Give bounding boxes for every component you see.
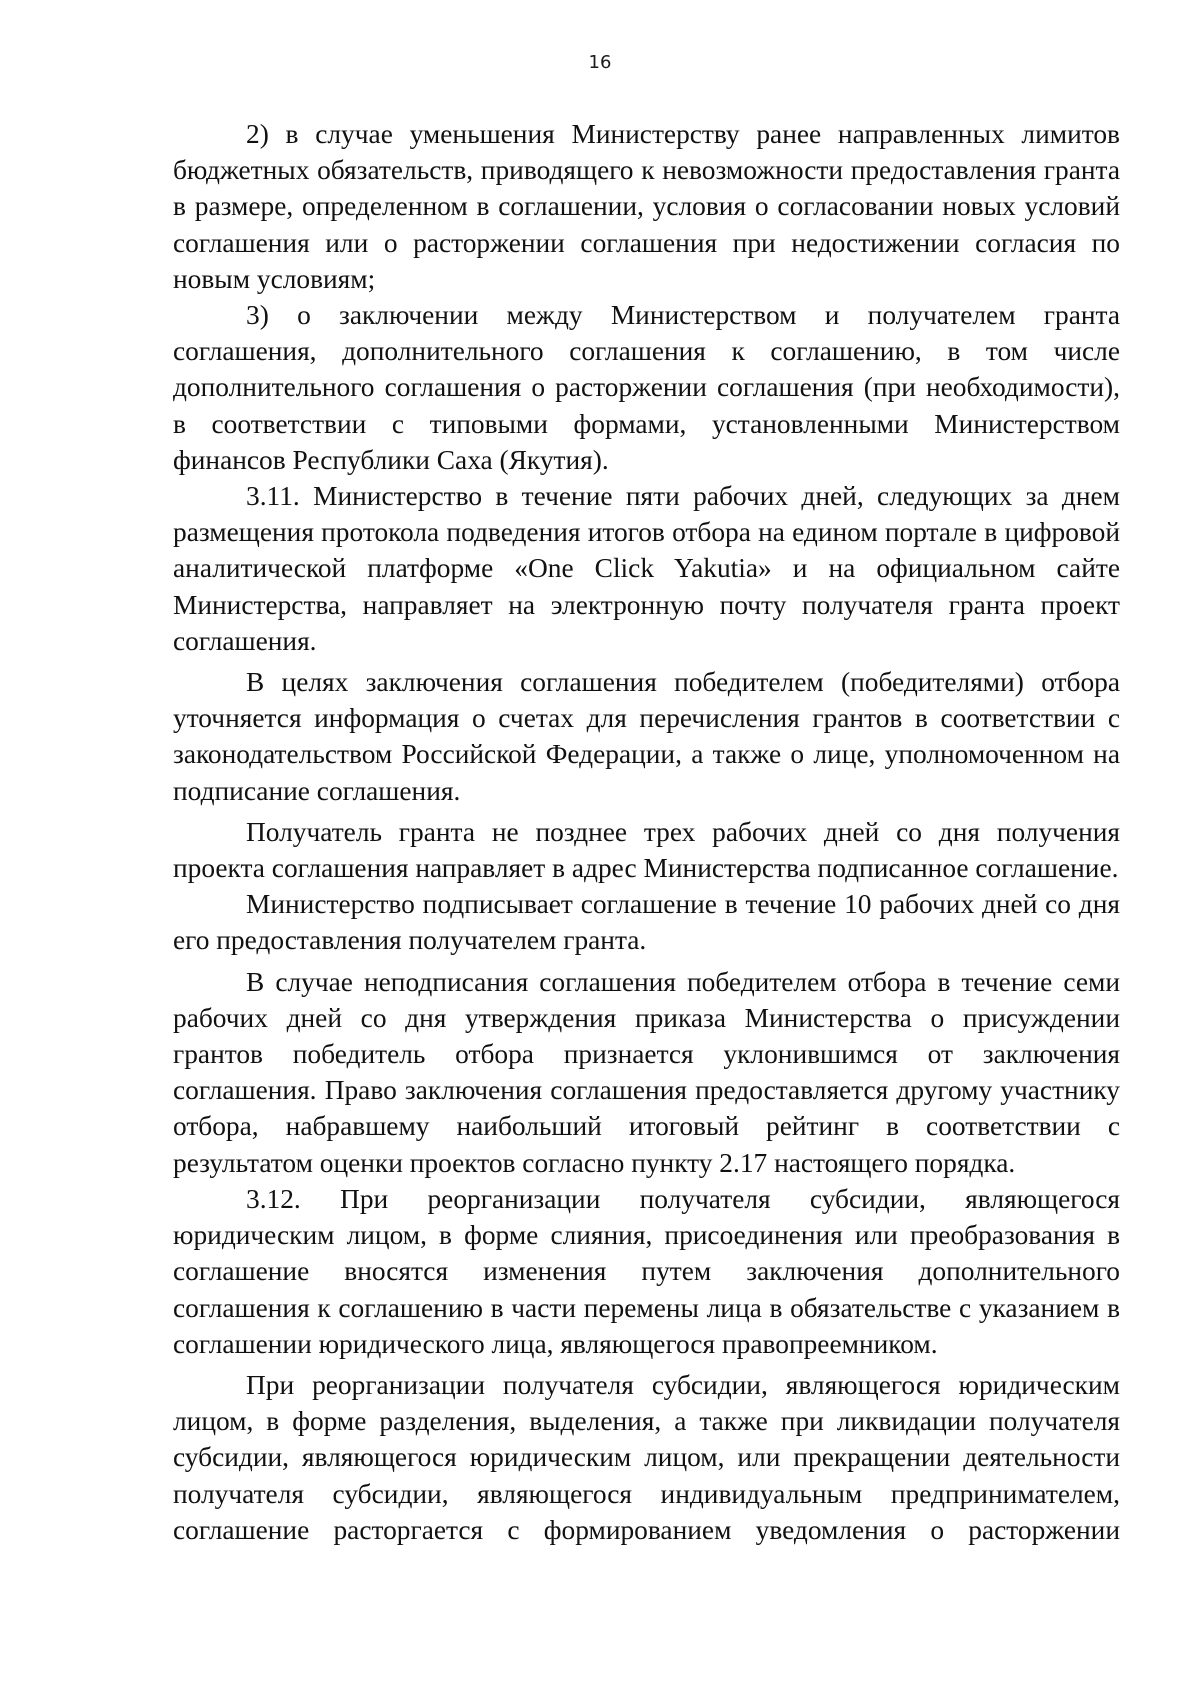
- document-body: [173, 116, 1120, 1548]
- paragraph-account-info: В целях заключения соглашения победителем (победителями) отбора уточняется информация о счетах для перечисления грантов в соответствии с законодательством Российской Федерации, а также о лице, уполномоченном на подписание соглашения.: [173, 667, 1120, 806]
- paragraph-3-12-reorganization: 3.12. При реорганизации получателя субсидии, являющегося юридическим лицом, в форме слияния, присоединения или преобразования в соглашение вносятся изменения путем заключения дополнительного соглашения к соглашению в части перемены лица в обязательстве с указанием в соглашении юридического лица, являющегося правопреемником.: [173, 1183, 1120, 1359]
- paragraph-3-11-draft-agreement: 3.11. Министерство в течение пяти рабочих дней, следующих за днем размещения протокола подведения итогов отбора на едином портале в цифровой аналитической платформе «One Click Yakutia» и на официальном сайте Министерства, направляет на электронную почту получателя гранта проект соглашения.: [173, 481, 1120, 656]
- paragraph-signed-agreement: Получатель гранта не позднее трех рабочих дней со дня получения проекта соглашения направляет в адрес Министерства подписанное соглашение.: [173, 816, 1120, 884]
- paragraph-reorganization-termination: При реорганизации получателя субсидии, являющегося юридическим лицом, в форме разделения, выделения, а также при ликвидации получателя субсидии, являющегося юридическим лицом, или прекращении деятельности получателя субсидии, являющегося индивидуальным предпринимателем, соглашение расторгается с формированием уведомления о расторжении: [173, 1369, 1120, 1545]
- paragraph-ministry-signs: Министерство подписывает соглашение в течение 10 рабочих дней со дня его предоставления получателем гранта.: [173, 889, 1120, 956]
- page-number: 16: [588, 52, 612, 73]
- paragraph-2-budget-limits: 2) в случае уменьшения Министерству ранее направленных лимитов бюджетных обязательств, приводящего к невозможности предоставления гранта в размере, определенном в соглашении, условия о согласовании новых условий соглашения или о расторжении соглашения при недостижении согласия по новым условиям;: [173, 119, 1120, 294]
- paragraph-3-agreement-conclusion: 3) о заключении между Министерством и получателем гранта соглашения, дополнительного соглашения к соглашению, в том числе дополнительного соглашения о расторжении соглашения (при необходимости), в соответствии с типовыми формами, установленными Министерством финансов Республики Саха (Якутия).: [173, 300, 1120, 475]
- paragraph-unsigned-agreement: В случае неподписания соглашения победителем отбора в течение семи рабочих дней со дня утверждения приказа Министерства о присуждении грантов победитель отбора признается уклонившимся от заключения соглашения. Право заключения соглашения предоставляется другому участнику отбора, набравшему наибольший итоговый рейтинг в соответствии с результатом оценки проектов согласно пункту 2.17 настоящего порядка.: [173, 966, 1120, 1178]
